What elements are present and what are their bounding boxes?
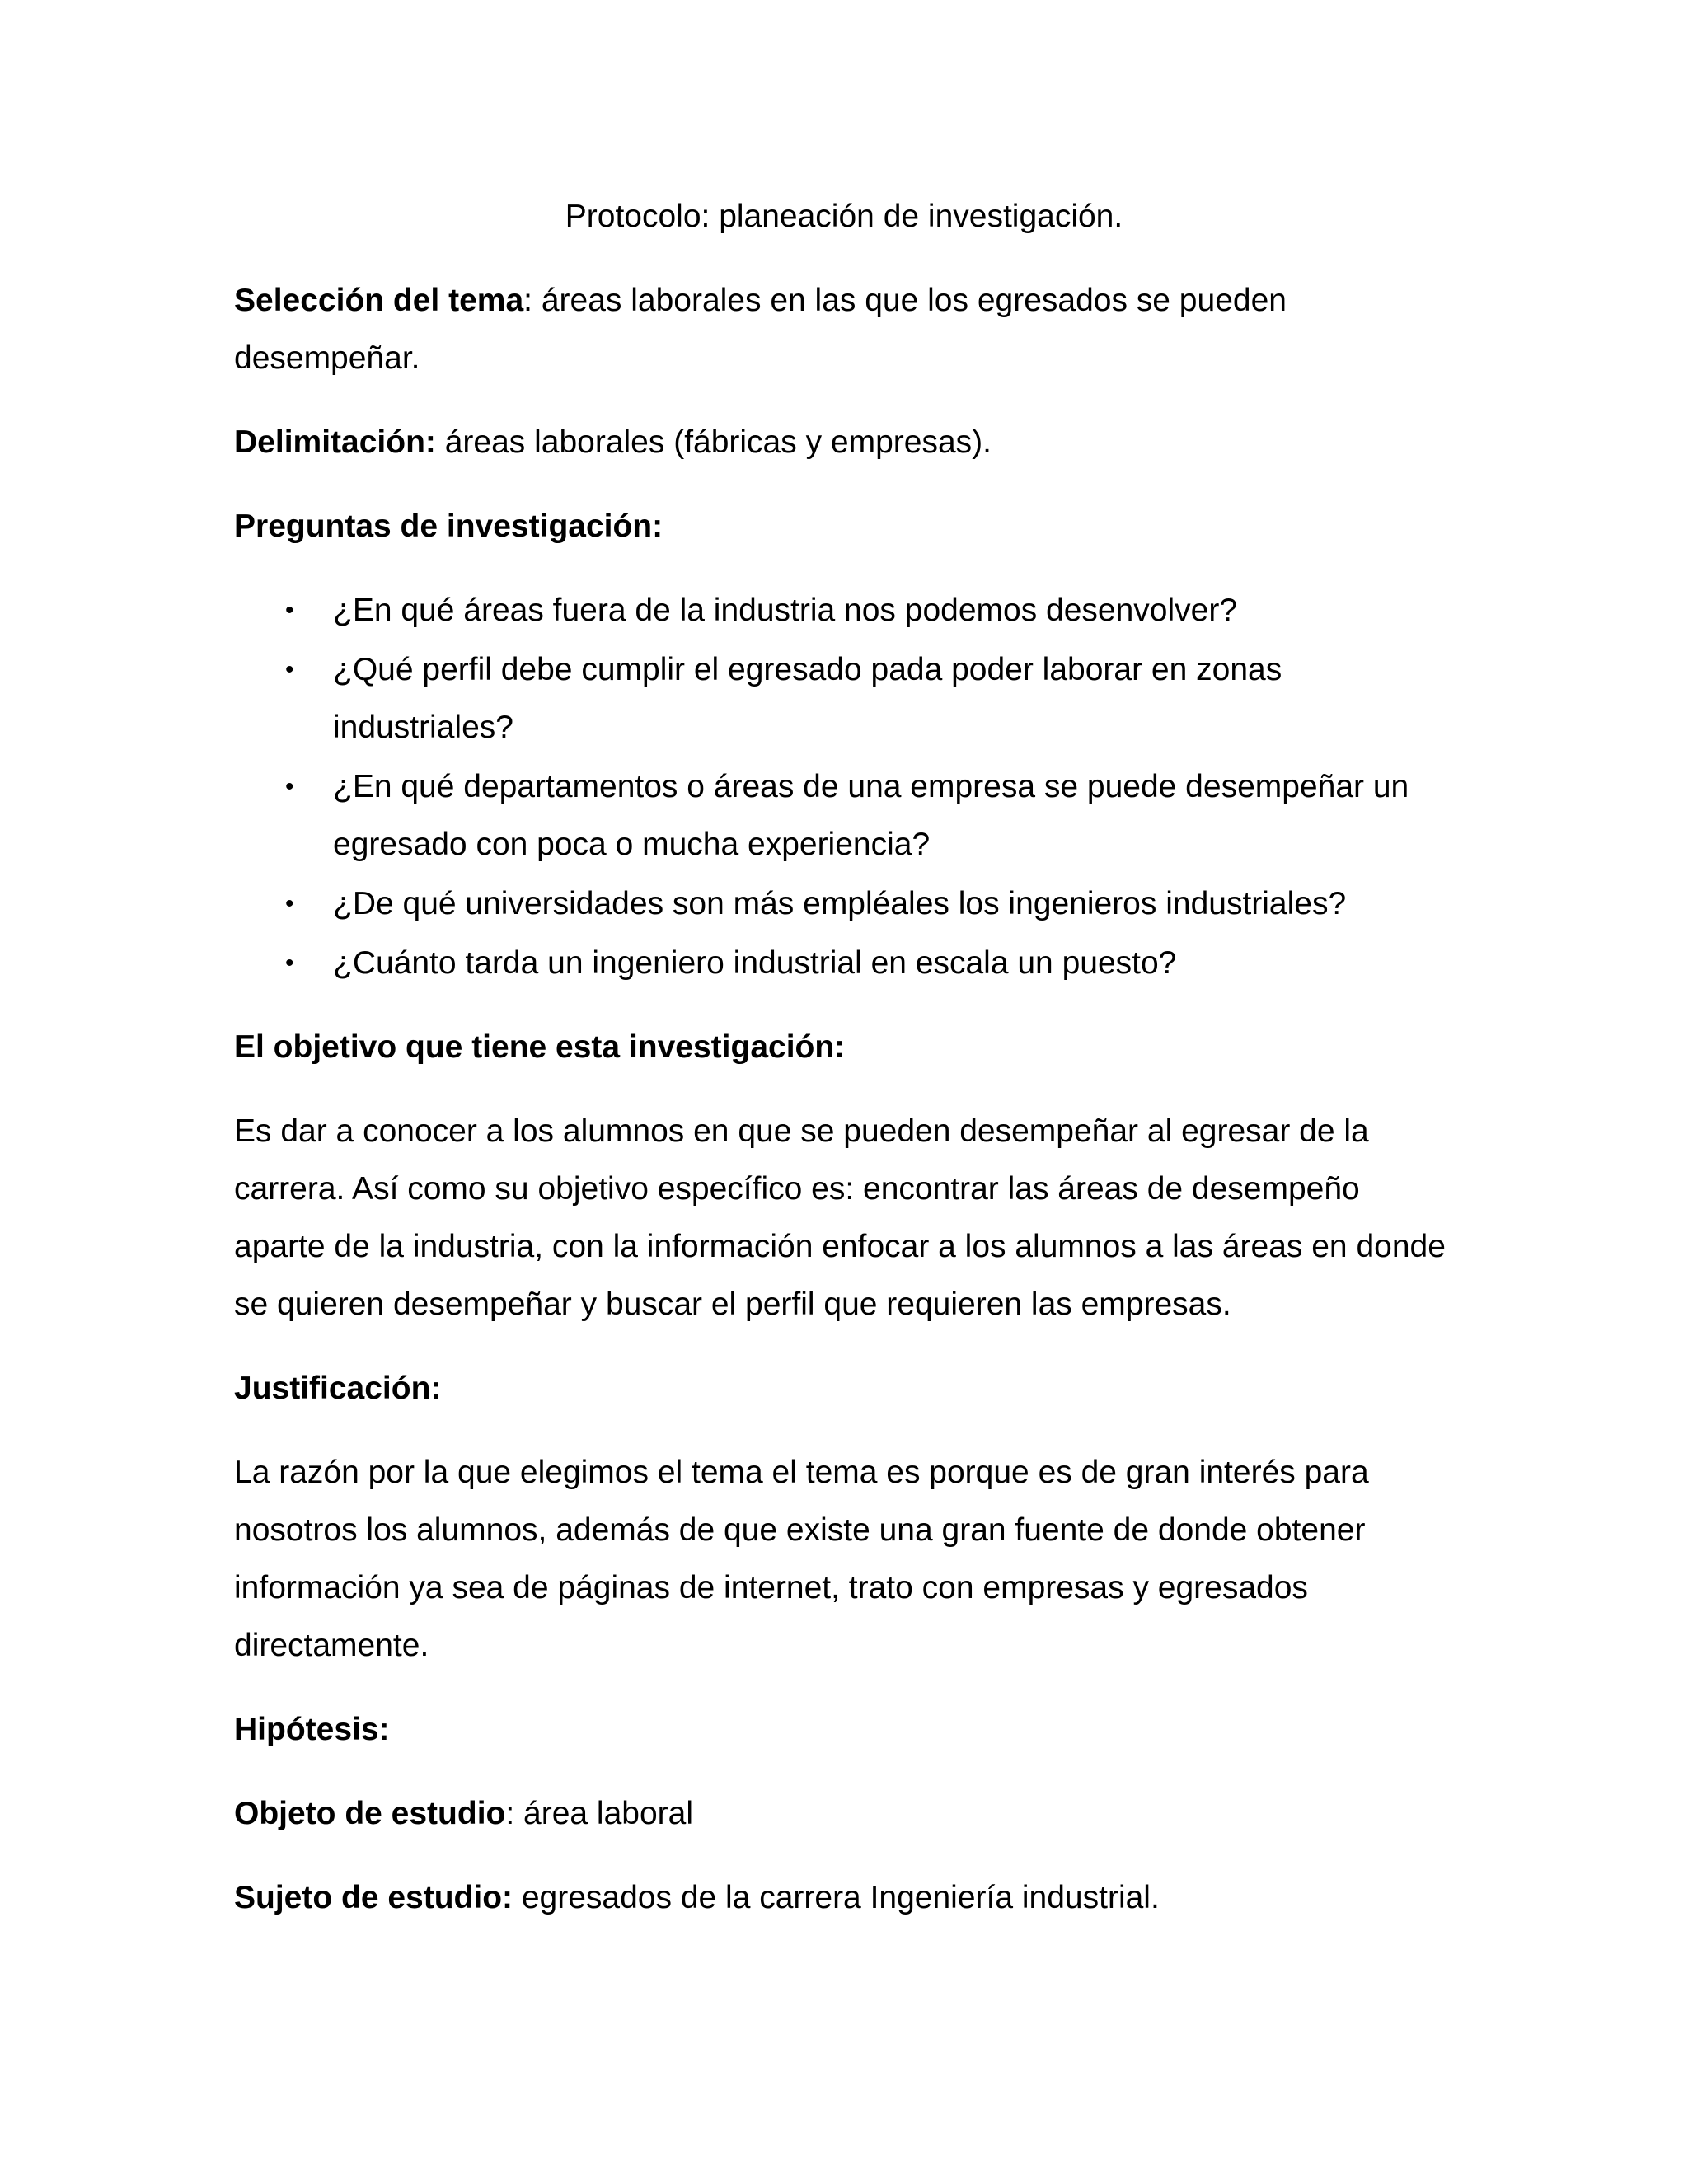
document-content: [234, 188, 1454, 1953]
bullet-icon: •: [285, 890, 294, 917]
justificacion-label: Justificación:: [234, 1371, 442, 1406]
question-text: ¿En qué áreas fuera de la industria nos podemos desenvolver?: [333, 593, 1238, 628]
list-item: [234, 758, 1454, 874]
seleccion-text: : áreas laborales en las que los egresados se pueden desempeñar.: [234, 283, 1287, 376]
question-text: ¿De qué universidades son más empléales los ingenieros industriales?: [333, 886, 1347, 921]
hipotesis-label: Hipótesis:: [234, 1712, 390, 1747]
seleccion-label: Selección del tema: [234, 283, 524, 318]
preguntas-label: Preguntas de investigación:: [234, 509, 663, 544]
document-title: Protocolo: planeación de investigación.: [565, 199, 1123, 234]
seleccion-paragraph: [234, 272, 1454, 387]
justificacion-heading: [234, 1360, 1454, 1418]
bullet-icon: •: [285, 773, 294, 800]
list-item: [234, 875, 1454, 933]
hipotesis-heading: [234, 1701, 1454, 1759]
objeto-text: : área laboral: [505, 1796, 693, 1831]
question-text: ¿En qué departamentos o áreas de una empresa se puede desempeñar un egresado con poca o mucha experiencia?: [333, 769, 1409, 862]
question-text: ¿Cuánto tarda un ingeniero industrial en escala un puesto?: [333, 945, 1177, 981]
list-item: [234, 935, 1454, 992]
sujeto-paragraph: [234, 1869, 1454, 1927]
question-text: ¿Qué perfil debe cumplir el egresado pada poder laborar en zonas industriales?: [333, 652, 1282, 745]
bullet-icon: •: [285, 949, 294, 977]
preguntas-list: [234, 582, 1454, 992]
objeto-paragraph: [234, 1785, 1454, 1843]
objetivo-label: El objetivo que tiene esta investigación:: [234, 1029, 846, 1065]
delimitacion-label: Delimitación:: [234, 424, 436, 460]
objetivo-text: Es dar a conocer a los alumnos en que se pueden desempeñar al egresar de la carrera. Así como su objetivo específico es: encontrar las áreas de desempeño aparte de la industria, con la información enfocar a los alumnos a las áreas en donde se quieren desempeñar y buscar el perfil que requieren las empresas.: [234, 1113, 1446, 1322]
list-item: [234, 641, 1454, 757]
objeto-label: Objeto de estudio: [234, 1796, 506, 1831]
objetivo-heading: [234, 1019, 1454, 1076]
sujeto-label: Sujeto de estudio:: [234, 1880, 513, 1915]
bullet-icon: •: [285, 597, 294, 624]
delimitacion-paragraph: [234, 414, 1454, 471]
justificacion-text: La razón por la que elegimos el tema el tema es porque es de gran interés para nosotros los alumnos, además de que existe una gran fuente de donde obtener información ya sea de páginas de internet, trato con empresas y egresados directamente.: [234, 1455, 1369, 1663]
list-item: [234, 582, 1454, 640]
sujeto-text: egresados de la carrera Ingeniería industrial.: [513, 1880, 1160, 1915]
preguntas-heading: [234, 498, 1454, 555]
delimitacion-text: áreas laborales (fábricas y empresas).: [435, 424, 992, 460]
bullet-icon: •: [285, 656, 294, 683]
